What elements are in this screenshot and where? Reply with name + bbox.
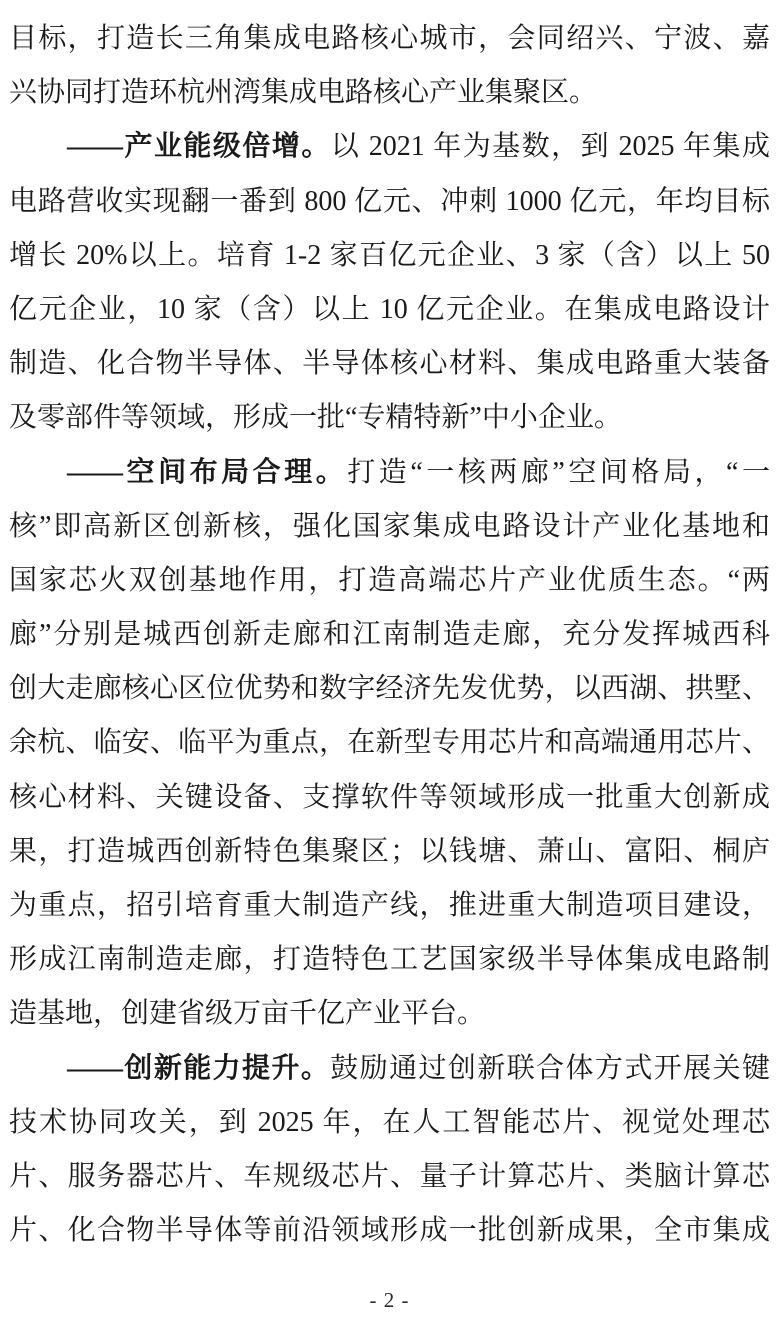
text-line — [9, 716, 770, 770]
text-line — [9, 229, 770, 283]
text-segment: 制造、化合物半导体、半导体核心材料、集成电路重大装备 — [9, 348, 770, 380]
text-segment: 廊”分别是城西创新走廊和江南制造走廊，充分发挥城西科 — [9, 619, 770, 651]
section-heading: ——创新能力提升。 — [67, 1052, 331, 1084]
text-segment: 目标，打造长三角集成电路核心城市，会同绍兴、宁波、嘉 — [9, 23, 770, 54]
text-segment: 为重点，招引培育重大制造产线，推进重大制造项目建设， — [9, 890, 770, 921]
text-line — [9, 66, 770, 120]
text-line — [9, 554, 770, 608]
text-line — [9, 500, 770, 554]
text-segment: 及零部件等领域，形成一批“专精特新”中小企业。 — [9, 402, 622, 434]
text-line — [9, 283, 770, 337]
text-segment: 余杭、临安、临平为重点，在新型专用芯片和高端通用芯片、 — [9, 727, 770, 759]
text-segment: 创大走廊核心区位优势和数字经济先发优势，以西湖、拱墅、 — [9, 673, 770, 705]
page-footer — [0, 1287, 779, 1313]
text-line — [9, 12, 770, 66]
text-line — [9, 1096, 770, 1150]
text-line — [9, 1042, 770, 1096]
text-segment: 以 2021 年为基数，到 2025 年集成 — [330, 131, 770, 163]
text-line — [9, 337, 770, 391]
text-segment: 片、服务器芯片、车规级芯片、量子计算芯片、类脑计算芯 — [9, 1160, 770, 1192]
text-segment: 核”即高新区创新核，强化国家集成电路设计产业化基地和 — [9, 510, 770, 542]
text-line — [9, 825, 770, 879]
text-line — [9, 879, 770, 933]
page-body — [9, 12, 770, 1258]
text-line — [9, 933, 770, 987]
text-line — [9, 662, 770, 716]
text-segment: 兴协同打造环杭州湾集成电路核心产业集聚区。 — [9, 77, 598, 109]
text-segment: 打造“一核两廊”空间格局，“一 — [347, 456, 770, 488]
text-segment: 果，打造城西创新特色集聚区；以钱塘、萧山、富阳、桐庐 — [9, 835, 770, 867]
text-segment: 增长 20%以上。培育 1-2 家百亿元企业、3 家（含）以上 50 — [9, 239, 770, 271]
text-segment: 形成江南制造走廊，打造特色工艺国家级半导体集成电路制 — [9, 944, 770, 976]
text-line — [9, 120, 770, 174]
text-line — [9, 608, 770, 662]
text-segment: 片、化合物半导体等前沿领域形成一批创新成果，全市集成 — [9, 1215, 770, 1247]
text-line — [9, 1204, 770, 1258]
text-segment: 技术协同攻关，到 2025 年，在人工智能芯片、视觉处理芯 — [9, 1106, 770, 1138]
section-heading: ——产业能级倍增。 — [67, 131, 331, 163]
text-line — [9, 771, 770, 825]
text-segment: 国家芯火双创基地作用，打造高端芯片产业优质生态。“两 — [9, 564, 770, 596]
text-segment: 电路营收实现翻一番到 800 亿元、冲刺 1000 亿元，年均目标 — [9, 185, 770, 217]
page-number: - 2 - — [369, 1288, 410, 1312]
text-segment: 造基地，创建省级万亩千亿产业平台。 — [9, 998, 486, 1030]
text-segment: 亿元企业，10 家（含）以上 10 亿元企业。在集成电路设计 — [9, 293, 770, 325]
text-segment: 鼓励通过创新联合体方式开展关键 — [330, 1052, 770, 1084]
section-heading: ——空间布局合理。 — [67, 456, 348, 488]
text-line — [9, 987, 770, 1041]
text-segment: 核心材料、关键设备、支撑软件等领域形成一批重大创新成 — [9, 781, 770, 813]
text-line — [9, 446, 770, 500]
text-line — [9, 175, 770, 229]
text-line — [9, 1150, 770, 1204]
text-line — [9, 391, 770, 445]
